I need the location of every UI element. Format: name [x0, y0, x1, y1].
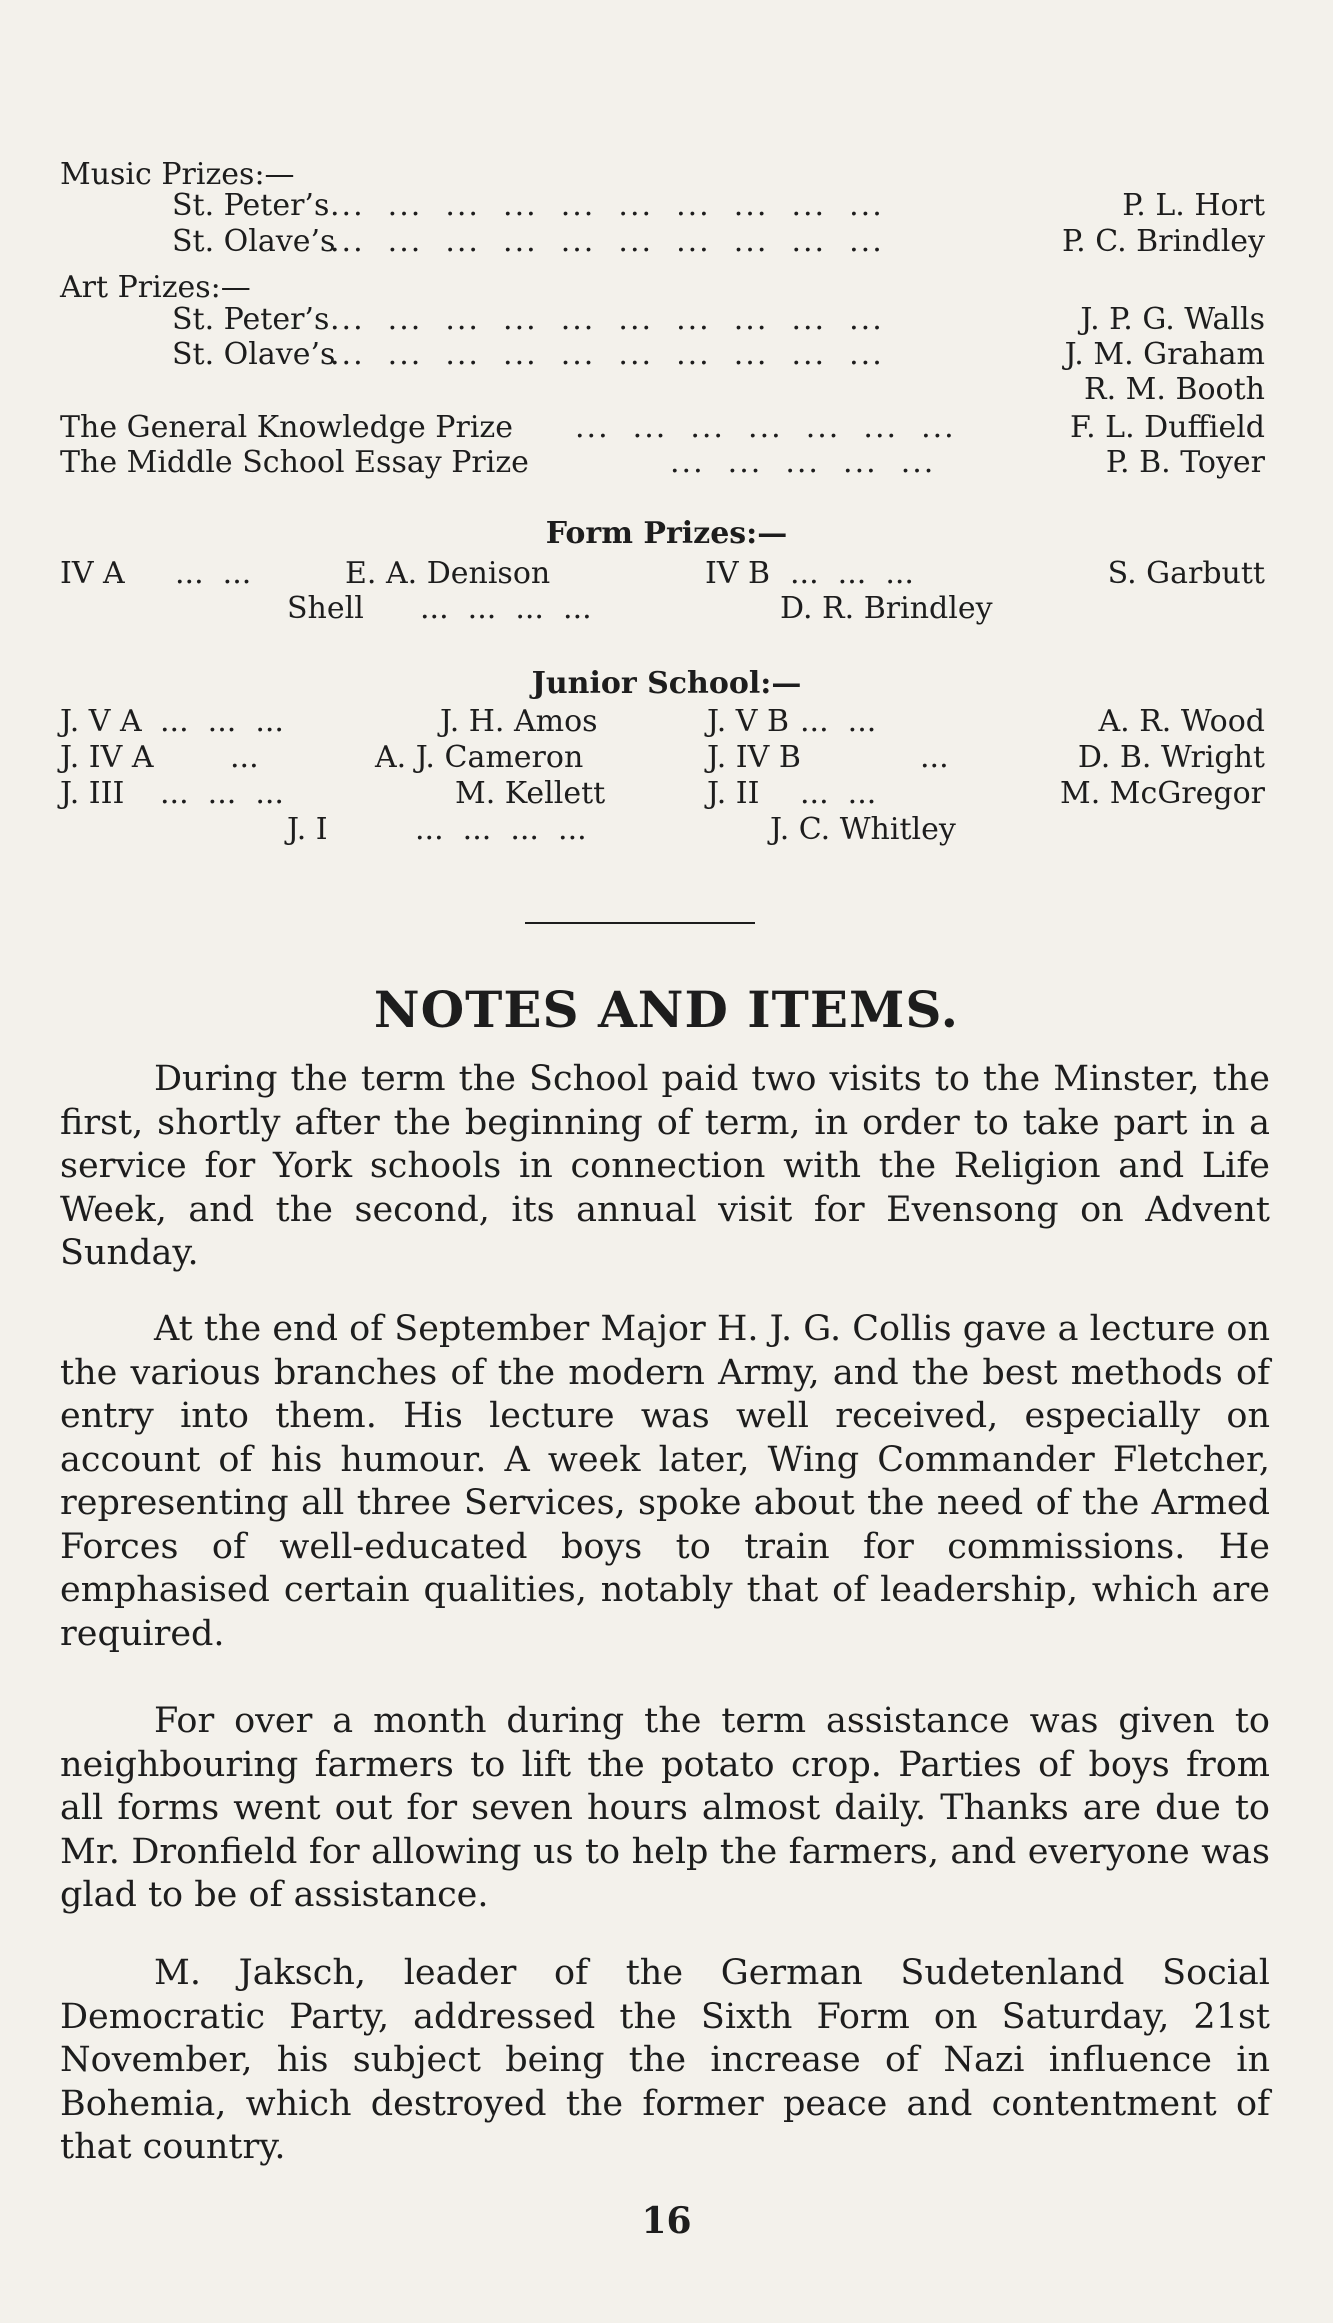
form-winner: J. C. Whitley: [770, 812, 956, 847]
leader-dots: ... ... ... ... ... ... ... ... ... ...: [330, 188, 884, 223]
form-prize-row: [60, 589, 1265, 629]
junior-prize-row: [60, 810, 1265, 850]
music-prizes-heading: Music Prizes:—: [60, 157, 295, 192]
prize-row: [60, 408, 1265, 448]
notes-paragraph: During the term the School paid two visits to the Minster, the first, shortly after the beginning of term, in order to take part in a service for York schools in connection with the Religion and Life Week, and the second, its annual visit for Evensong on Advent Sunday.: [60, 1059, 1270, 1273]
form-label: J. V A: [60, 704, 142, 739]
prize-label: St. Peter’s: [172, 302, 330, 337]
section-divider: [525, 922, 755, 924]
notes-heading: NOTES AND ITEMS.: [373, 980, 960, 1039]
prize-row-extra: [60, 370, 1265, 410]
prize-winner: J. M. Graham: [1064, 337, 1265, 372]
form-winner: E. A. Denison: [345, 556, 551, 591]
form-winner: M. Kellett: [455, 776, 606, 811]
form-winner: D. B. Wright: [1077, 740, 1265, 775]
prize-winner: P. C. Brindley: [1062, 224, 1265, 259]
leader-dots: ... ...: [800, 704, 877, 739]
junior-prize-row: [60, 702, 1265, 742]
form-label: J. II: [707, 776, 760, 811]
prize-label: The General Knowledge Prize: [60, 410, 513, 445]
form-winner: S. Garbutt: [1107, 556, 1265, 591]
prize-row: [60, 443, 1265, 483]
form-winner: J. H. Amos: [440, 704, 598, 739]
junior-prize-row: [60, 774, 1265, 814]
prize-row: [60, 300, 1265, 340]
leader-dots: ... ... ... ... ...: [670, 445, 936, 480]
form-label: J. I: [287, 812, 328, 847]
prize-label: St. Olave’s: [172, 224, 336, 259]
leader-dots: ... ... ... ... ... ... ... ... ... ...: [330, 337, 884, 372]
leader-dots: ...: [920, 740, 949, 775]
leader-dots: ... ... ... ... ... ... ... ... ... ...: [330, 302, 884, 337]
leader-dots: ... ... ... ...: [415, 812, 587, 847]
prize-row: [60, 335, 1265, 375]
prize-label: The Middle School Essay Prize: [60, 445, 529, 480]
junior-prize-row: [60, 738, 1265, 778]
prize-winner: F. L. Duffield: [1069, 410, 1265, 445]
form-label: J. V B: [707, 704, 790, 739]
form-prizes-heading: Form Prizes:—: [545, 516, 788, 551]
form-label: IV A: [60, 556, 125, 591]
leader-dots: ...: [230, 740, 259, 775]
prize-label: St. Olave’s: [172, 337, 336, 372]
prize-winner: R. M. Booth: [1084, 372, 1265, 407]
prize-winner: J. P. G. Walls: [1080, 302, 1265, 337]
prize-row: [60, 222, 1265, 262]
leader-dots: ... ... ...: [160, 704, 284, 739]
prize-winner: P. B. Toyer: [1105, 445, 1265, 480]
notes-paragraph: M. Jaksch, leader of the German Sudetenland Social Democratic Party, addressed the Sixth Form on Saturday, 21st November, his subject being the increase of Nazi influence in Bohemia, which destroyed the former peace and contentment of that country.: [60, 1953, 1270, 2167]
page-number: 16: [641, 2200, 692, 2242]
form-winner: D. R. Brindley: [780, 591, 993, 626]
form-label: J. IV B: [707, 740, 801, 775]
art-prizes-heading: Art Prizes:—: [60, 270, 251, 305]
prize-row: [60, 186, 1265, 226]
notes-paragraph: For over a month during the term assistance was given to neighbouring farmers to lift the potato crop. Parties of boys from all forms went out for seven hours almost daily. Thanks are due to Mr. Dronfield for allowing us to help the farmers, and everyone was glad to be of assistance.: [60, 1701, 1270, 1915]
leader-dots: ... ... ...: [790, 556, 914, 591]
form-label: J. III: [60, 776, 125, 811]
leader-dots: ... ...: [175, 556, 252, 591]
leader-dots: ... ...: [800, 776, 877, 811]
form-label: Shell: [287, 591, 364, 626]
form-winner: A. J. Cameron: [375, 740, 584, 775]
form-winner: A. R. Wood: [1098, 704, 1265, 739]
prize-label: St. Peter’s: [172, 188, 330, 223]
leader-dots: ... ... ...: [160, 776, 284, 811]
form-winner: M. McGregor: [1060, 776, 1265, 811]
junior-school-heading: Junior School:—: [531, 666, 802, 701]
form-label: J. IV A: [60, 740, 154, 775]
form-label: IV B: [705, 556, 771, 591]
notes-paragraph: At the end of September Major H. J. G. Collis gave a lecture on the various branches of the modern Army, and the best methods of entry into them. His lecture was well received, especially on account of his humour. A week later, Wing Commander Fletcher, representing all three Services, spoke about the need of the Armed Forces of well-educated boys to train for commissions. He emphasised certain qualities, notably that of leadership, which are required.: [60, 1309, 1270, 1654]
leader-dots: ... ... ... ... ... ... ...: [575, 410, 956, 445]
leader-dots: ... ... ... ... ... ... ... ... ... ...: [330, 224, 884, 259]
form-prize-row: [60, 554, 1265, 594]
prize-winner: P. L. Hort: [1122, 188, 1265, 223]
leader-dots: ... ... ... ...: [420, 591, 592, 626]
